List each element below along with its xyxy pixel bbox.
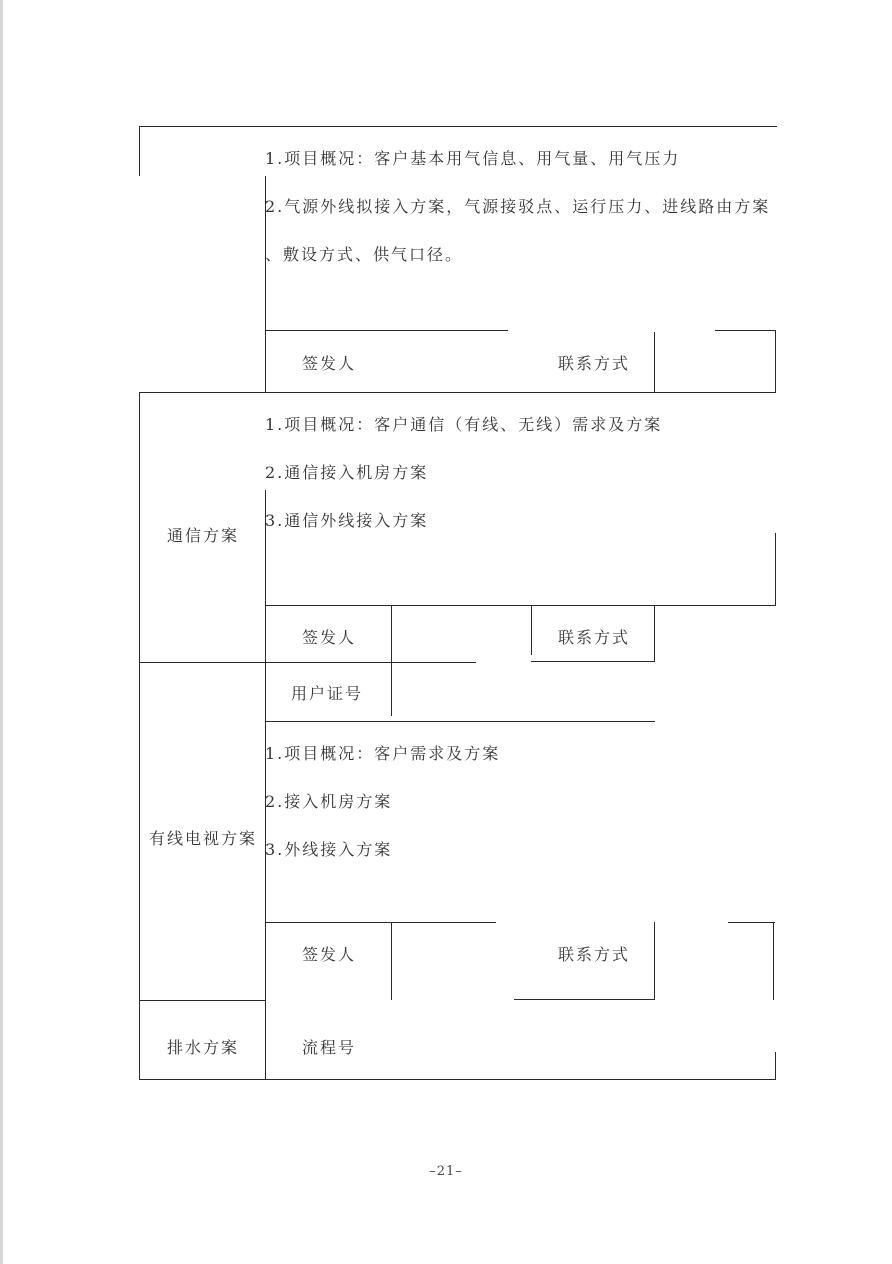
right-border — [775, 1052, 776, 1080]
cable-tv-section-label: 有线电视方案 — [149, 829, 258, 848]
page-number: –21– — [429, 1164, 463, 1179]
row-divider — [265, 605, 776, 606]
row-divider — [265, 922, 496, 923]
row-divider — [265, 721, 655, 722]
telecom-contact-label: 联系方式 — [558, 628, 631, 647]
drainage-process-label: 流程号 — [302, 1038, 357, 1057]
section-divider — [139, 1000, 265, 1001]
cable-tv-item-3: 3.外线接入方案 — [265, 840, 393, 859]
cell-divider — [654, 605, 655, 661]
right-border — [773, 922, 774, 1000]
cable-tv-item-2: 2.接入机房方案 — [265, 792, 393, 811]
row-divider — [715, 330, 775, 331]
cable-tv-contact-label: 联系方式 — [558, 945, 631, 964]
cable-tv-item-1: 1.项目概况：客户需求及方案 — [265, 744, 501, 763]
cell-divider — [654, 332, 655, 392]
table-bottom-border — [139, 1079, 776, 1080]
right-border — [775, 330, 776, 392]
gas-item-2-cont: 、敷设方式、供气口径。 — [265, 245, 464, 264]
telecom-item-2: 2.通信接入机房方案 — [265, 463, 429, 482]
drainage-section-label: 排水方案 — [167, 1038, 240, 1057]
table-top-border — [139, 126, 777, 127]
telecom-signer-label: 签发人 — [302, 628, 357, 647]
telecom-item-1: 1.项目概况：客户通信（有线、无线）需求及方案 — [265, 415, 663, 434]
cable-tv-signer-label: 签发人 — [302, 945, 357, 964]
row-divider — [531, 661, 655, 662]
cable-tv-account-label: 用户证号 — [291, 684, 364, 703]
gas-contact-label: 联系方式 — [558, 354, 631, 373]
row-divider — [728, 922, 775, 923]
right-border — [775, 533, 776, 605]
cell-divider — [531, 605, 532, 655]
cell-divider — [391, 605, 392, 716]
gas-signer-label: 签发人 — [302, 354, 357, 373]
telecom-item-3: 3.通信外线接入方案 — [265, 511, 429, 530]
row-divider — [265, 330, 508, 331]
table-left-border — [139, 126, 140, 176]
telecom-section-label: 通信方案 — [167, 526, 240, 545]
cell-divider — [391, 922, 392, 1000]
page-edge — [0, 0, 3, 1264]
gas-item-2: 2.气源外线拟接入方案，气源接驳点、运行压力、进线路由方案 — [265, 197, 771, 216]
section-divider — [139, 662, 476, 663]
cell-divider — [654, 922, 655, 1000]
label-column-divider — [265, 490, 266, 1080]
section-divider — [139, 392, 776, 393]
table-left-border — [139, 393, 140, 1080]
gas-item-1: 1.项目概况：客户基本用气信息、用气量、用气压力 — [265, 149, 681, 168]
row-divider — [514, 999, 655, 1000]
